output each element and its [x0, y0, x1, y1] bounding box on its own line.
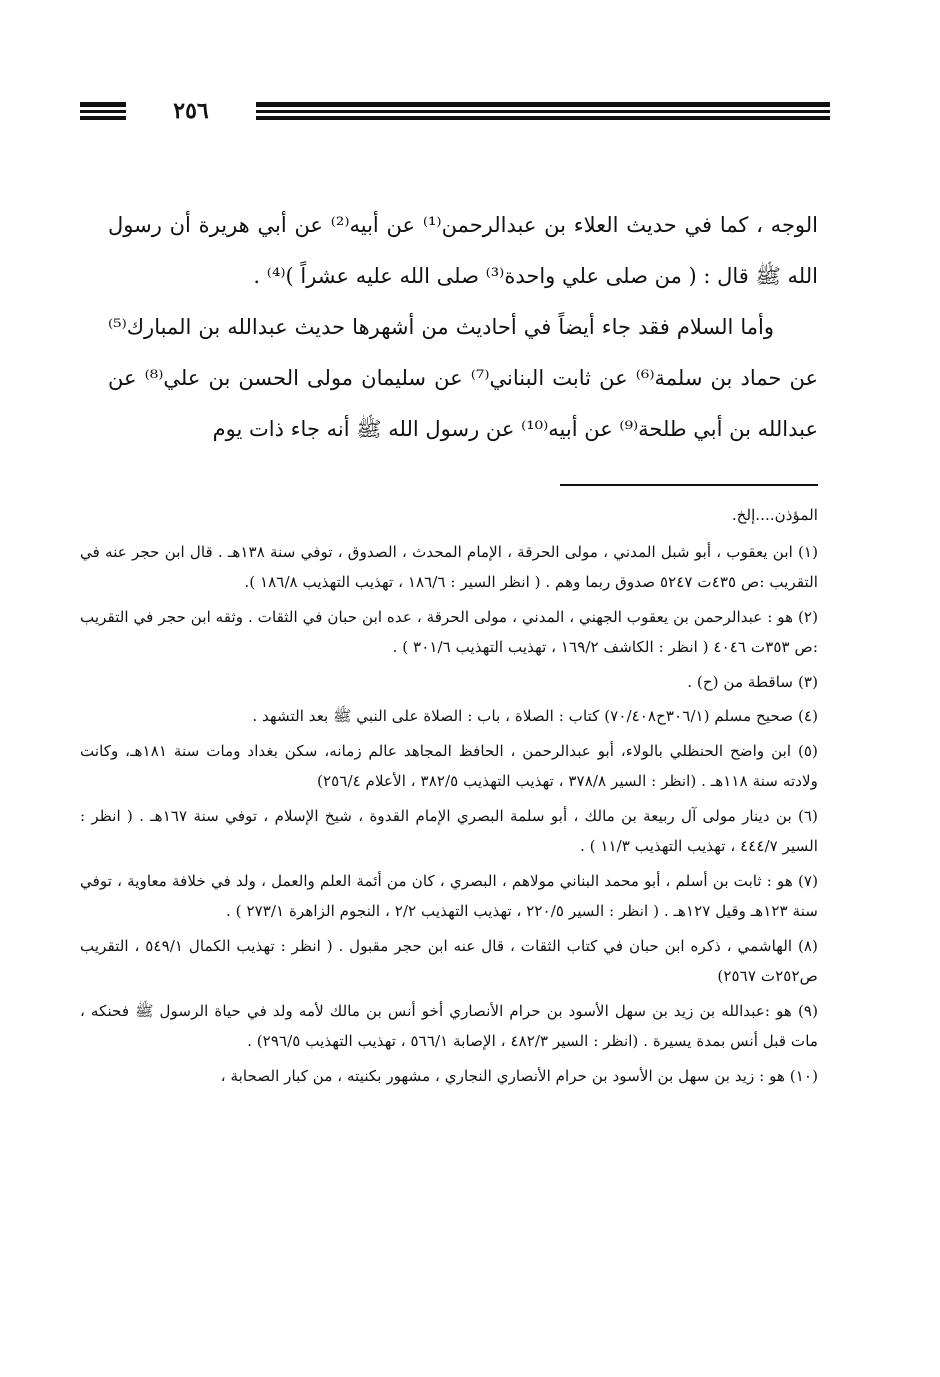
header-rule-left — [80, 102, 126, 120]
footnote-7: (٧) هو : ثابت بن أسلم ، أبو محمد البناني مولاهم ، البصري ، كان من أئمة العلم والعمل ، ولد في خلافة معاوية ، توفي سنة ١٢٣هـ وقيل ١٢٧هـ . ( انظر : السير ٢٢٠/٥ ، تهذيب التهذيب ٢/٢ ، النجوم الزاهرة ٢٧٣/١ ) . — [80, 871, 818, 920]
main-paragraph-2: وأما السلام فقد جاء أيضاً في أحاديث من أشهرها حديث عبدالله بن المبارك⁽⁵⁾ عن حماد بن سلمة⁽⁶⁾ عن ثابت البناني⁽⁷⁾ عن سليمان مولى الحسن بن علي⁽⁸⁾ عن عبدالله بن أبي طلحة⁽⁹⁾ عن أبيه⁽¹⁰⁾ عن رسول الله ﷺ أنه جاء ذات يوم — [108, 315, 818, 441]
main-text — [108, 200, 818, 455]
footnote-carryover: المؤذن....إلخ. — [731, 506, 818, 524]
main-paragraph-1: الوجه ، كما في حديث العلاء بن عبدالرحمن⁽¹⁾ عن أبيه⁽²⁾ عن أبي هريرة أن رسول الله ﷺ قال : ( من صلى علي واحدة⁽³⁾ صلى الله عليه عشراً )⁽⁴⁾ . — [108, 213, 819, 288]
footnote-8: (٨) الهاشمي ، ذكره ابن حبان في كتاب الثقات ، قال عنه ابن حجر مقبول . ( انظر : تهذيب الكمال ٥٤٩/١ ، التقريب ص٢٥٢ت ٢٥٦٧) — [80, 936, 818, 985]
footnote-separator — [560, 484, 818, 486]
footnotes — [80, 500, 818, 1095]
footnote-3: (٣) ساقطة من (ح) . — [687, 672, 818, 691]
footnote-2: (٢) هو : عبدالرحمن بن يعقوب الجهني ، المدني ، مولى الحرقة ، عده ابن حبان في الثقات . وثقه ابن حجر في التقريب :ص ٣٥٣ت ٤٠٤٦ ( انظر : الكاشف ١٦٩/٢ ، تهذيب التهذيب ٣٠١/٦ ) . — [80, 607, 818, 656]
footnote-1: (١) ابن يعقوب ، أبو شبل المدني ، مولى الحرقة ، الإمام المحدث ، الصدوق ، توفي سنة ١٣٨هـ . قال ابن حجر عنه في التقريب :ص ٤٣٥ت ٥٢٤٧ صدوق ربما وهم . ( انظر السير : ١٨٦/٦ ، تهذيب التهذيب ١٨٦/٨ ). — [80, 542, 818, 591]
footnote-9: (٩) هو :عبدالله بن زيد بن سهل الأسود بن حرام الأنصاري أخو أنس بن مالك لأمه ولد في حياة الرسول ﷺ فحنكه ، مات قبل أنس بمدة يسيرة . (انظر : السير ٤٨٢/٣ ، الإصابة ٥٦٦/١ ، تهذيب التهذيب ٢٩٦/٥) . — [80, 1001, 818, 1050]
page-header — [80, 98, 830, 124]
page-number: ٢٥٦ — [173, 98, 209, 124]
footnote-10: (١٠) هو : زيد بن سهل بن الأسود بن حرام الأنصاري النجاري ، مشهور بكنيته ، من كبار الصحابة ، — [220, 1066, 818, 1085]
header-rule-right — [256, 102, 830, 120]
footnote-5: (٥) ابن واضح الحنظلي بالولاء، أبو عبدالرحمن ، الحافظ المجاهد عالم زمانه، سكن بغداد ومات سنة ١٨١هـ، وكانت ولادته سنة ١١٨هـ . (انظر : السير ٣٧٨/٨ ، تهذيب التهذيب ٣٨٢/٥ ، الأعلام ٢٥٦/٤) — [80, 741, 818, 790]
footnote-6: (٦) بن دينار مولى آل ربيعة بن مالك ، أبو سلمة البصري الإمام القدوة ، شيخ الإسلام ، توفي سنة ١٦٧هـ . ( انظر : السير ٤٤٤/٧ ، تهذيب التهذيب ١١/٣ ) . — [80, 806, 818, 855]
footnote-4: (٤) صحيح مسلم (٣٠٦/١ح٧٠/٤٠٨) كتاب : الصلاة ، باب : الصلاة على النبي ﷺ بعد التشهد . — [252, 707, 818, 725]
